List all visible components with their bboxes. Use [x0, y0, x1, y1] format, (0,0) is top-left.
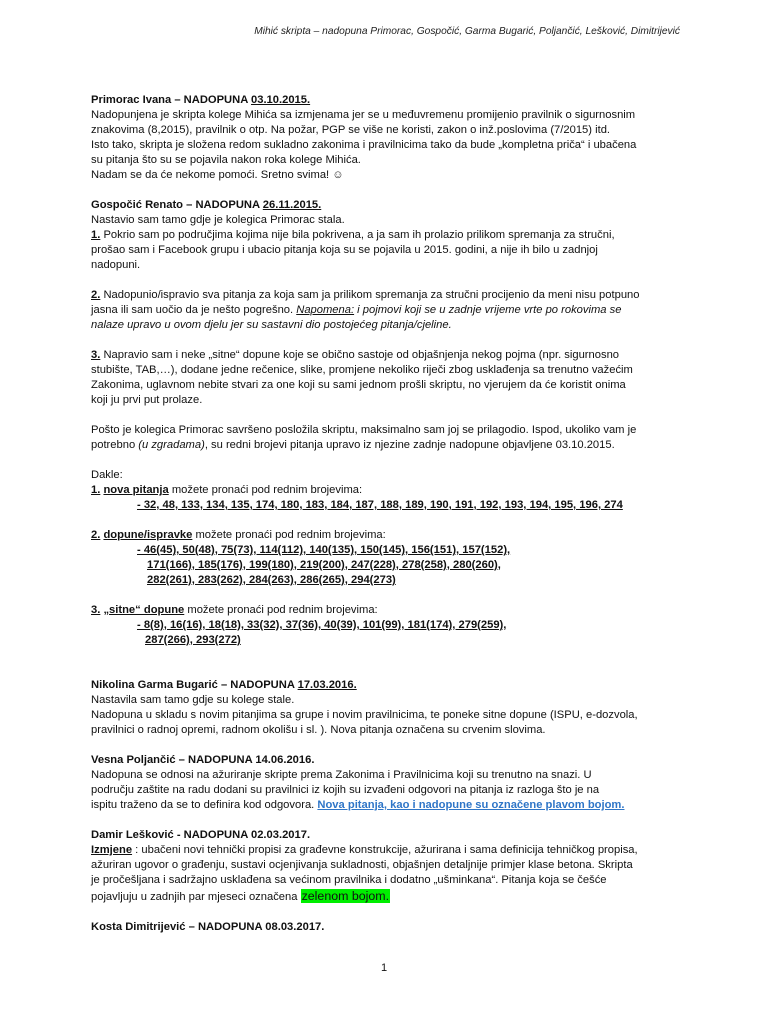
section-dimitrijevic: [91, 920, 683, 935]
paragraph-line: Zakonima, uglavnom nebite stvari za one koji su sami jednom prošli skriptu, no vjerujem da će koristit onima: [91, 379, 626, 391]
question-numbers: - 8(8), 16(16), 18(18), 33(32), 37(36), 40(39), 101(99), 181(174), 279(259),: [137, 619, 507, 631]
question-numbers: - 46(45), 50(48), 75(73), 114(112), 140(135), 150(145), 156(151), 157(152),: [137, 544, 511, 556]
list-heading: 3. „sitne“ dopune možete pronaći pod rednim brojevima:: [91, 604, 378, 616]
paragraph-line: 3. Napravio sam i neke „sitne“ dopune koje se obično sastoje od objašnjenja nekog pojma (npr. sigurnosno: [91, 349, 620, 361]
question-numbers: 171(166), 185(176), 199(180), 219(200), 247(228), 278(258), 280(260),: [147, 559, 501, 571]
paragraph-line: nadopuni.: [91, 259, 141, 271]
blue-highlight-note: Nova pitanja, kao i nadopune su označene plavom bojom.: [317, 799, 625, 811]
paragraph-line: stubište, TAB,…), dodane jedne rečenice, slike, promjene nekoliko riječi zbog usklađenja sa trenutno važećim: [91, 364, 633, 376]
paragraph-line: Nadam se da će nekome pomoći. Sretno svima! ☺: [91, 169, 344, 181]
section-heading: Damir Lešković - NADOPUNA 02.03.2017.: [91, 829, 311, 841]
paragraph-line: Isto tako, skripta je složena redom sukladno zakonima i pravilnicima tako da bude „kompletna priča“ i ubačena: [91, 139, 637, 151]
question-numbers: 282(261), 283(262), 284(263), 286(265), 294(273): [147, 574, 396, 586]
paragraph-line: Nastavila sam tamo gdje su kolege stale.: [91, 694, 295, 706]
paragraph-line: Izmjene : ubačeni novi tehnički propisi za građevne konstrukcije, ažurirana i sama definicija tehničkog propisa,: [91, 844, 638, 856]
document-body: [91, 93, 683, 935]
section-heading: Gospočić Renato – NADOPUNA 26.11.2015.: [91, 199, 322, 211]
paragraph-line: nalaze upravo u ovom djelu jer su sastavni dio postojećeg pitanja/cjeline.: [91, 319, 452, 331]
section-poljancic: [91, 753, 683, 813]
section-heading: Vesna Poljančić – NADOPUNA 14.06.2016.: [91, 754, 315, 766]
paragraph-line: jasna ili sam uočio da je nešto pogrešno. Napomena: i pojmovi koji se u zadnje vrijeme vrte po rokovima se: [91, 304, 622, 316]
list-heading: 1. nova pitanja možete pronaći pod rednim brojevima:: [91, 484, 363, 496]
section-garma-bugaric: [91, 678, 683, 738]
question-numbers: 287(266), 293(272): [145, 634, 241, 646]
section-heading: Nikolina Garma Bugarić – NADOPUNA 17.03.2016.: [91, 679, 357, 691]
paragraph-line: ispitu traženo da se to definira kod odgovora. Nova pitanja, kao i nadopune su označene plavom bojom.: [91, 799, 625, 811]
section-gospocic: [91, 198, 683, 648]
section-heading: Primorac Ivana – NADOPUNA 03.10.2015.: [91, 94, 311, 106]
paragraph-line: potrebno (u zgradama), su redni brojevi pitanja upravo iz njezine zadnje nadopune objavljene 03.10.2015.: [91, 439, 615, 451]
section-leskovic: [91, 828, 683, 905]
paragraph-line: 2. Nadopunio/ispravio sva pitanja za koja sam ja prilikom spremanja za stručni procijenio da meni nisu potpuno: [91, 289, 640, 301]
section-heading: Kosta Dimitrijević – NADOPUNA 08.03.2017.: [91, 921, 325, 933]
paragraph-line: koji ju prvi put prolaze.: [91, 394, 203, 406]
paragraph-line: području zaštite na radu dodani su pravilnici iz kojih su izvađeni odgovori na pitanja iz razloga što je na: [91, 784, 600, 796]
question-numbers: - 32, 48, 133, 134, 135, 174, 180, 183, 184, 187, 188, 189, 190, 191, 192, 193, 194, 195, 196, 274: [137, 499, 623, 511]
paragraph-line: ažuriran ugovor o građenju, sustavi ocjenjivanja sukladnosti, objašnjen detaljnije primjer klase betona. Skripta: [91, 859, 633, 871]
list-heading: 2. dopune/ispravke možete pronaći pod rednim brojevima:: [91, 529, 386, 541]
paragraph-line: pravilnici o radnoj opremi, radnom okolišu i sl. ). Nova pitanja označena su crvenim slovima.: [91, 724, 546, 736]
paragraph-line: je pročešljana i sadržajno usklađena sa većinom pravilnika i dodatno „ušminkana“. Pitanja koja se češće: [91, 874, 607, 886]
paragraph-line: Nadopunjena je skripta kolege Mihića sa izmjenama jer se u međuvremenu promijenio pravilnik o sigurnosnim: [91, 109, 636, 121]
paragraph-line: Nadopuna se odnosi na ažuriranje skripte prema Zakonima i Pravilnicima koji su trenutno na snazi. U: [91, 769, 592, 781]
paragraph-line: 1. Pokrio sam po područjima kojima nije bila pokrivena, a ja sam ih prolazio prilikom spremanja za stručni,: [91, 229, 615, 241]
page-header: Mihić skripta – nadopuna Primorac, Gospočić, Garma Bugarić, Poljančić, Lešković, Dimitrijević: [254, 26, 680, 37]
paragraph-line: su pitanja što su se pojavila nakon roka kolege Mihića.: [91, 154, 361, 166]
green-highlight: zelenom bojom.: [301, 889, 390, 903]
paragraph-line: Nadopuna u skladu s novim pitanjima sa grupe i novim pravilnicima, te poneke sitne dopune (ISPU, e-dozvola,: [91, 709, 638, 721]
paragraph-line: Dakle:: [91, 469, 123, 481]
paragraph-line: prošao sam i Facebook grupu i ubacio pitanja koja su se pojavila u 2015. godini, a nije ih bilo u zadnjoj: [91, 244, 598, 256]
paragraph-line: Pošto je kolegica Primorac savršeno posložila skriptu, maksimalno sam joj se prilagodio. Ispod, ukoliko vam je: [91, 424, 637, 436]
section-primorac: [91, 93, 683, 183]
paragraph-line: pojavljuju u zadnjih par mjeseci označena zelenom bojom.: [91, 889, 390, 903]
paragraph-line: Nastavio sam tamo gdje je kolegica Primorac stala.: [91, 214, 345, 226]
paragraph-line: znakovima (8,2015), pravilnik o otp. Na požar, PGP se više ne koristi, zakon o inž.poslovima (7/2015) itd.: [91, 124, 611, 136]
page-number: 1: [380, 962, 388, 974]
